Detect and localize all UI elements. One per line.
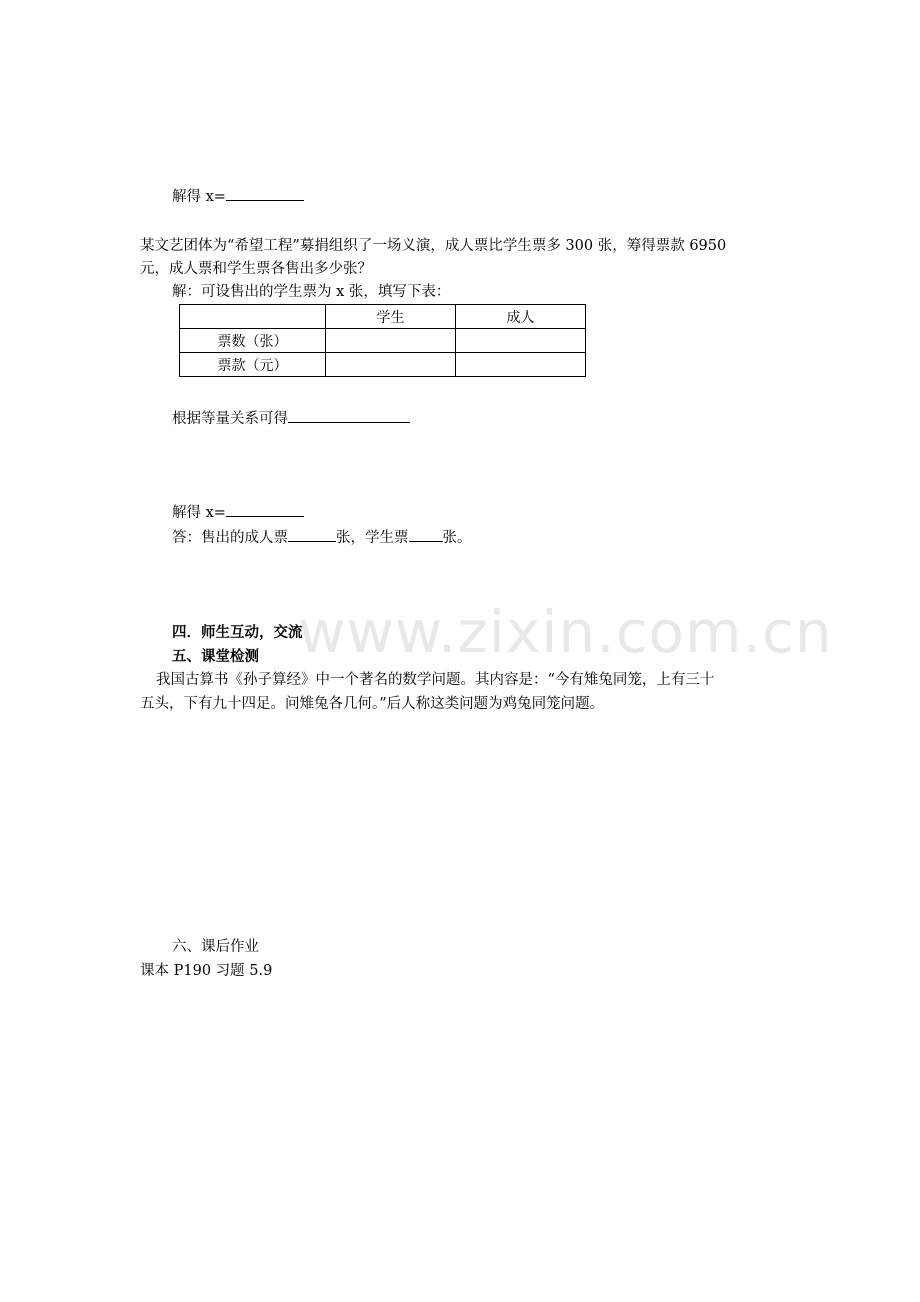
row-label: 票数（张） <box>180 329 326 353</box>
adult-count-blank[interactable] <box>288 527 336 542</box>
answer-line <box>172 527 472 548</box>
solve-label: 解得 x= <box>172 505 226 521</box>
equation-label: 根据等量关系可得 <box>172 411 288 427</box>
watermark: www.zixin.com.cn <box>298 598 833 666</box>
ticket-table <box>179 304 586 377</box>
equation-line <box>172 408 410 429</box>
student-count-blank[interactable] <box>409 527 443 542</box>
table-header-cell: 成人 <box>456 305 586 329</box>
table-header-row <box>180 305 586 329</box>
problem-1-line-2: 元，成人票和学生票各售出多少张？ <box>140 261 372 277</box>
problem-2-line-2: 五头，下有九十四足。问雉兔各几何。”后人称这类问题为鸡兔同笼问题。 <box>140 696 605 712</box>
table-header-cell <box>180 305 326 329</box>
table-row <box>180 329 586 353</box>
answer-blank[interactable] <box>226 502 304 517</box>
section-6-heading: 六、课后作业 <box>172 939 259 955</box>
equation-blank[interactable] <box>288 408 410 423</box>
answer-blank[interactable] <box>226 186 304 201</box>
section-4-heading: 四．师生互动，交流 <box>172 624 303 641</box>
answer-suffix: 张。 <box>442 530 472 546</box>
answer-prefix: 答：售出的成人票 <box>172 530 288 546</box>
section-5-heading: 五、课堂检测 <box>172 648 259 665</box>
answer-middle: 张，学生票 <box>336 530 409 546</box>
solve-line-2 <box>172 502 304 523</box>
problem-2-line-1: 我国古算书《孙子算经》中一个著名的数学问题。其内容是：“今有雉兔同笼，上有三十 <box>156 672 715 688</box>
setup-text: 解：可设售出的学生票为 x 张，填写下表： <box>172 284 451 300</box>
table-cell-input[interactable] <box>326 353 456 377</box>
row-label: 票款（元） <box>180 353 326 377</box>
homework-text: 课本 P190 习题 5.9 <box>140 963 273 979</box>
solve-line-1 <box>172 186 304 207</box>
problem-1-line-1: 某文艺团体为“希望工程”募捐组织了一场义演，成人票比学生票多 300 张，筹得票款 6950 <box>140 238 727 254</box>
table-cell-input[interactable] <box>326 329 456 353</box>
solve-label: 解得 x= <box>172 189 226 205</box>
table-cell-input[interactable] <box>456 353 586 377</box>
table-header-cell: 学生 <box>326 305 456 329</box>
table-cell-input[interactable] <box>456 329 586 353</box>
table-row <box>180 353 586 377</box>
